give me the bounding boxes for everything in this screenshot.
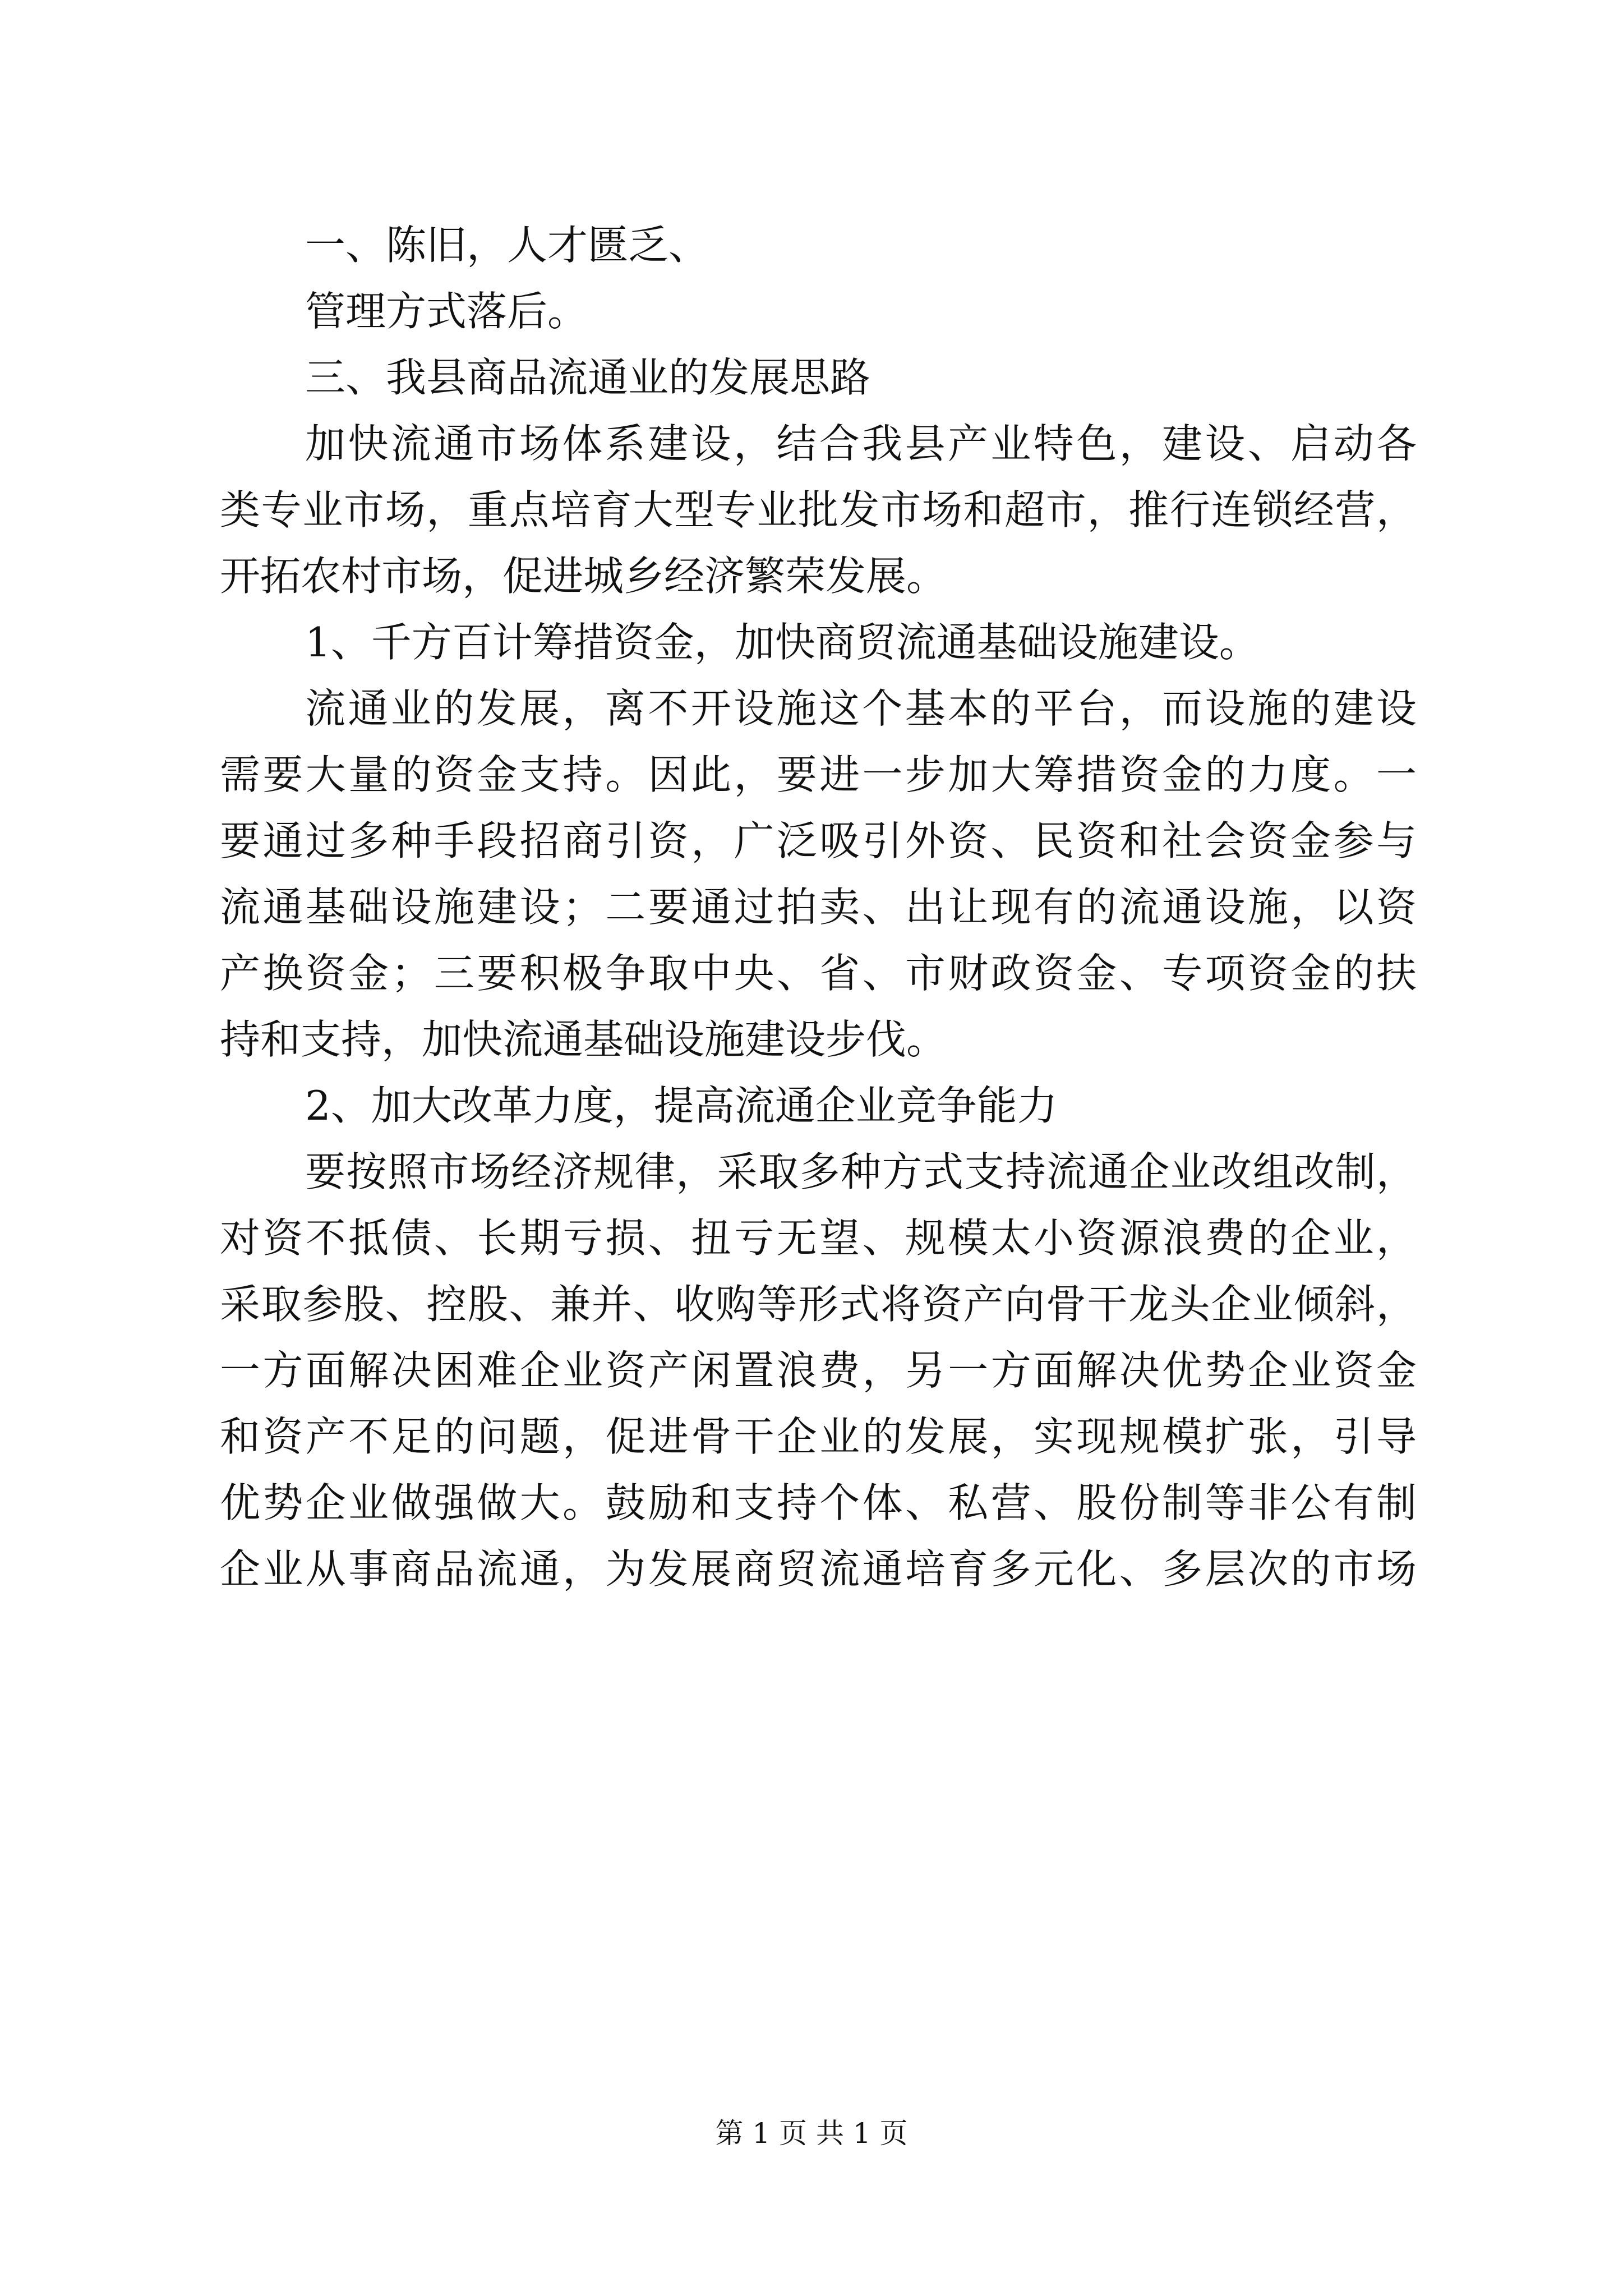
text-line-21: 企业从事商品流通，为发展商贸流通培育多元化、多层次的市场 xyxy=(220,1545,1417,1593)
subheading-2: 2、加大改革力度，提高流通企业竞争能力 xyxy=(305,1082,1058,1129)
text-line-15: 要按照市场经济规律，采取多种方式支持流通企业改组改制， xyxy=(305,1148,1417,1195)
page-number-footer: 第 1 页 共 1 页 xyxy=(715,2117,908,2150)
text-line-6: 开拓农村市场，促进城乡经济繁荣发展。 xyxy=(220,553,947,600)
text-line-18: 一方面解决困难企业资产闲置浪费，另一方面解决优势企业资金 xyxy=(220,1347,1417,1394)
text-line-9: 需要大量的资金支持。因此，要进一步加大筹措资金的力度。一 xyxy=(220,751,1417,798)
text-line-16: 对资不抵债、长期亏损、扭亏无望、规模太小资源浪费的企业， xyxy=(220,1214,1417,1262)
text-line-5: 类专业市场，重点培育大型专业批发市场和超市，推行连锁经营， xyxy=(220,486,1417,533)
text-line-1: 一、陈旧，人才匮乏、 xyxy=(305,222,709,269)
text-line-8: 流通业的发展，离不开设施这个基本的平台，而设施的建设 xyxy=(305,685,1417,732)
text-line-13: 持和支持，加快流通基础设施建设步伐。 xyxy=(220,1016,947,1063)
text-line-19: 和资产不足的问题，促进骨干企业的发展，实现规模扩张，引导 xyxy=(220,1413,1417,1460)
document-body xyxy=(220,212,1417,1602)
text-line-2: 管理方式落后。 xyxy=(305,288,588,335)
subheading-1: 1、千方百计筹措资金，加快商贸流通基础设施建设。 xyxy=(305,619,1260,666)
text-line-11: 流通基础设施建设；二要通过拍卖、出让现有的流通设施，以资 xyxy=(220,884,1417,931)
text-line-17: 采取参股、控股、兼并、收购等形式将资产向骨干龙头企业倾斜， xyxy=(220,1281,1417,1328)
text-line-4: 加快流通市场体系建设，结合我县产业特色，建设、启动各 xyxy=(305,420,1417,467)
text-line-20: 优势企业做强做大。鼓励和支持个体、私营、股份制等非公有制 xyxy=(220,1479,1417,1526)
section-heading: 三、我县商品流通业的发展思路 xyxy=(305,354,871,401)
text-line-12: 产换资金；三要积极争取中央、省、市财政资金、专项资金的扶 xyxy=(220,950,1417,997)
text-line-10: 要通过多种手段招商引资，广泛吸引外资、民资和社会资金参与 xyxy=(220,817,1417,864)
